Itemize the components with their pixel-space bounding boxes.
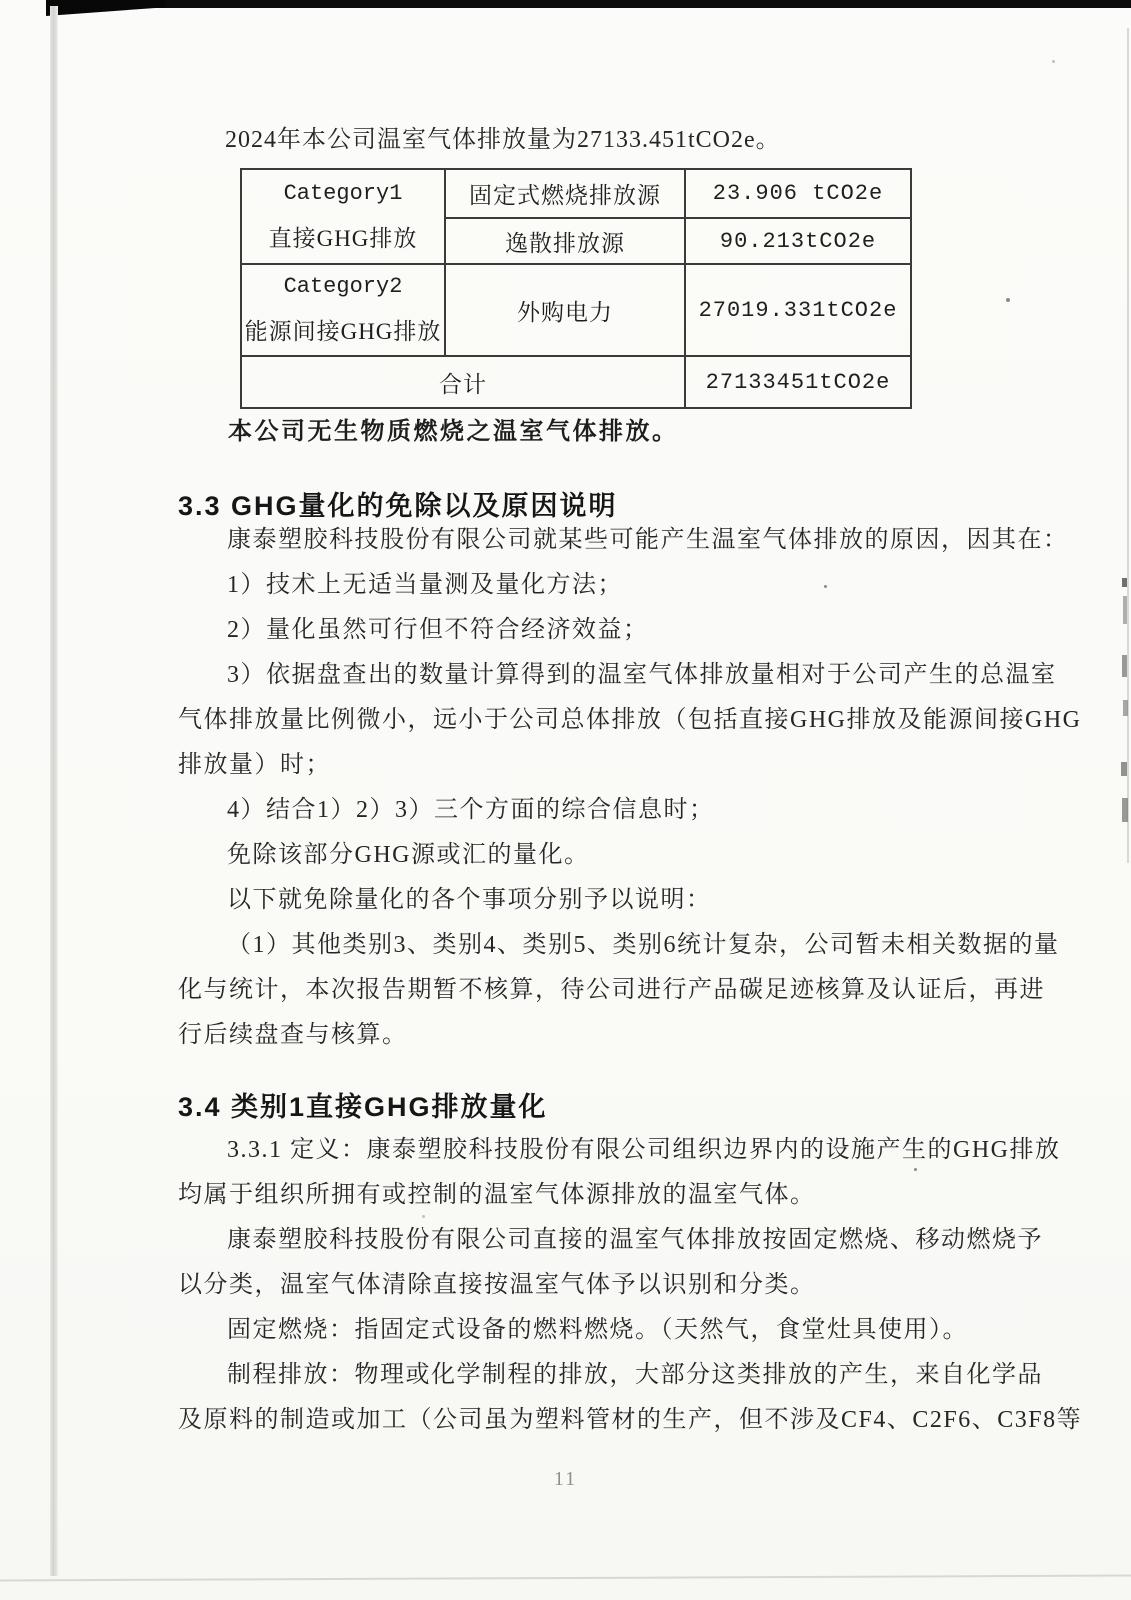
value-cell: 23.906 tCO2e: [685, 169, 911, 218]
scan-top-corner-shadow: [46, 0, 166, 16]
section-3-4-body: [0, 1128, 1131, 1443]
paragraph-line: （1）其他类别3、类别4、类别5、类别6统计复杂，公司暂未相关数据的量: [227, 932, 1060, 958]
paragraph-line: 气体排放量比例微小，远小于公司总体排放（包括直接GHG排放及能源间接GHG: [178, 707, 1082, 733]
total-value-cell: 27133451tCO2e: [685, 356, 911, 408]
list-item-line: 3）依据盘查出的数量计算得到的温室气体排放量相对于公司产生的总温室: [227, 662, 1057, 688]
emissions-table: [240, 168, 912, 409]
category1-cell: [241, 169, 445, 264]
category1-label: 直接GHG排放: [268, 225, 418, 251]
paragraph-line: 以分类，温室气体清除直接按温室气体予以识别和分类。: [178, 1272, 816, 1298]
paragraph-line: 行后续盘查与核算。: [178, 1022, 408, 1048]
source-cell: 逸散排放源: [445, 218, 685, 264]
paragraph-line: 及原料的制造或加工（公司虽为塑料管材的生产，但不涉及CF4、C2F6、C3F8等: [178, 1407, 1083, 1433]
paragraph-line: 化与统计，本次报告期暂不核算，待公司进行产品碳足迹核算及认证后，再进: [178, 977, 1045, 1003]
paragraph-line: 均属于组织所拥有或控制的温室气体源排放的温室气体。: [178, 1182, 816, 1208]
paragraph-line: 免除该部分GHG源或汇的量化。: [227, 842, 590, 868]
scan-top-edge-shadow: [46, 0, 1131, 8]
table-row: [241, 264, 911, 356]
section-3-4-heading: 3.4 类别1直接GHG排放量化: [178, 1092, 548, 1122]
section-3-3-body: [0, 518, 1131, 1058]
paragraph-line: 以下就免除量化的各个事项分别予以说明：: [227, 887, 712, 913]
source-cell: 外购电力: [445, 264, 685, 356]
list-item-line: 4）结合1）2）3）三个方面的综合信息时；: [227, 797, 715, 823]
category1-code: Category1: [283, 180, 403, 206]
table-row: [241, 169, 911, 218]
paragraph-line: 3.3.1 定义：康泰塑胶科技股份有限公司组织边界内的设施产生的GHG排放: [227, 1137, 1061, 1163]
page-number: 11: [553, 1468, 578, 1490]
scan-speck: [1006, 298, 1010, 302]
paragraph-line: 康泰塑胶科技股份有限公司就某些可能产生温室气体排放的原因，因其在：: [227, 527, 1069, 553]
scan-speck: [1052, 60, 1055, 63]
intro-sentence: 2024年本公司温室气体排放量为27133.451tCO2e。: [225, 127, 781, 153]
paragraph-line: 康泰塑胶科技股份有限公司直接的温室气体排放按固定燃烧、移动燃烧予: [227, 1227, 1043, 1253]
list-item-line: 2）量化虽然可行但不符合经济效益；: [227, 617, 649, 643]
no-biomass-note: 本公司无生物质燃烧之温室气体排放。: [228, 419, 679, 445]
category2-label: 能源间接GHG排放: [244, 319, 442, 344]
section-3-3-heading: 3.3 GHG量化的免除以及原因说明: [178, 491, 618, 521]
paragraph-line: 固定燃烧：指固定式设备的燃料燃烧。（天然气，食堂灶具使用）。: [227, 1317, 968, 1343]
table-total-row: [241, 356, 911, 408]
value-cell: 90.213tCO2e: [685, 218, 911, 264]
value-cell: 27019.331tCO2e: [685, 264, 911, 356]
paragraph-line: 排放量）时；: [178, 752, 331, 778]
total-label-cell: 合计: [241, 356, 685, 408]
category2-code: Category2: [283, 274, 403, 299]
scan-bottom-edge-line: [0, 1575, 1131, 1582]
source-cell: 固定式燃烧排放源: [445, 169, 685, 218]
list-item-line: 1）技术上无适当量测及量化方法；: [227, 572, 623, 598]
category2-cell: [241, 264, 445, 356]
paragraph-line: 制程排放：物理或化学制程的排放，大部分这类排放的产生，来自化学品: [227, 1362, 1043, 1388]
